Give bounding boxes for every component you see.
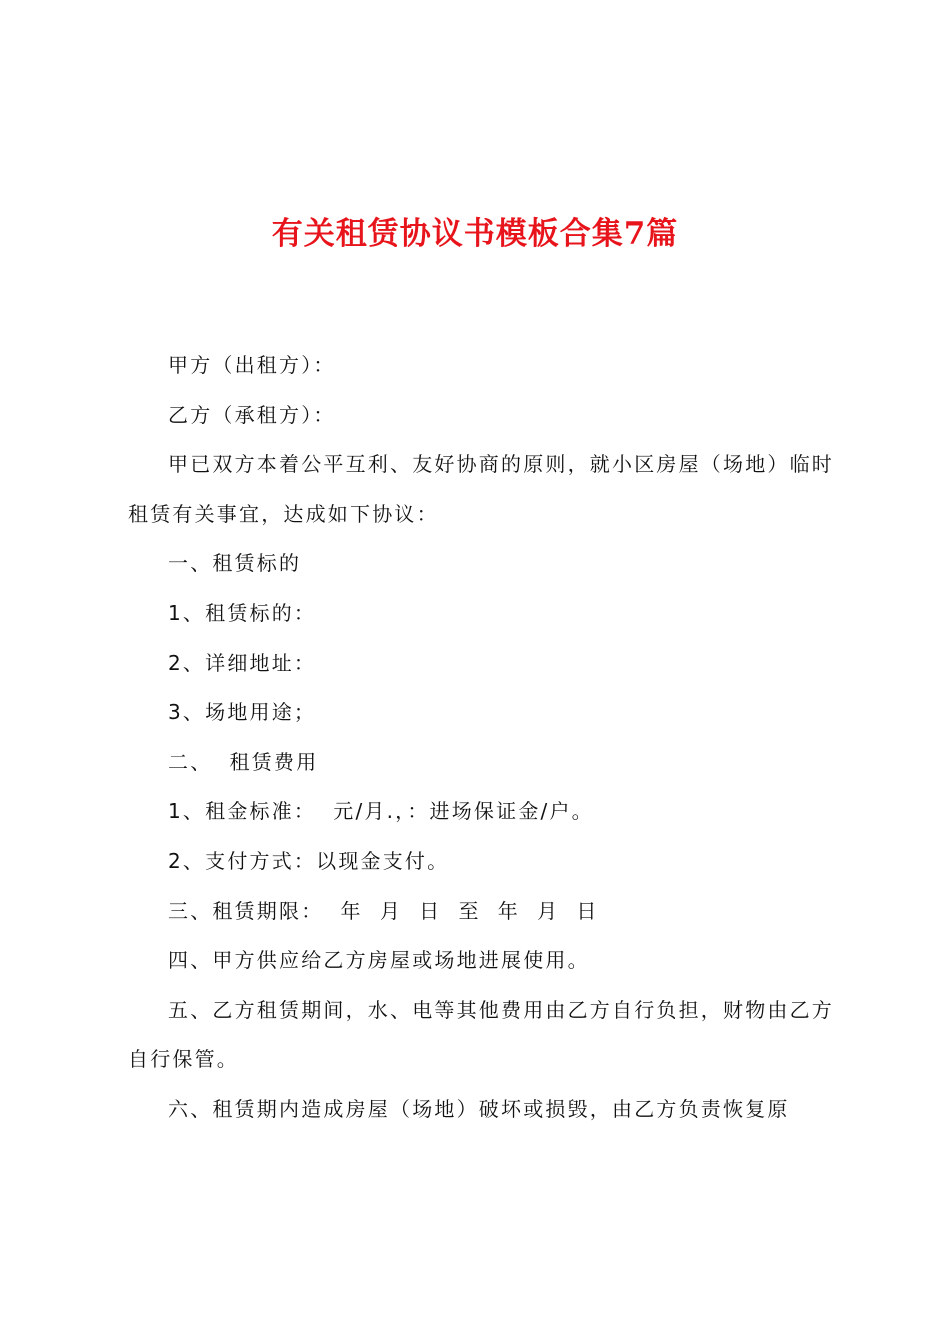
document-body <box>128 341 834 1135</box>
heading-section-2: 二、 租赁费用 <box>168 749 319 774</box>
paragraph-item-1-1: 1、租赁标的： <box>168 600 317 625</box>
paragraph-item-1-2: 2、详细地址： <box>168 650 317 675</box>
paragraph-party-b: 乙方（承租方）： <box>168 402 336 427</box>
paragraph-preamble: 甲已双方本着公平互利、友好协商的原则，就小区房屋（场地）临时租赁有关事宜，达成如下协议： <box>128 452 834 526</box>
paragraph-section-3: 三、租赁期限： 年 月 日 至 年 月 日 <box>168 898 599 923</box>
paragraph-party-a: 甲方（出租方）： <box>168 353 336 377</box>
document-title: 有关租赁协议书模板合集7篇 <box>271 216 679 252</box>
paragraph-item-2-1: 1、租金标准： 元/月.，：进场保证金/户。 <box>168 799 594 824</box>
heading-section-1: 一、租赁标的 <box>168 551 302 576</box>
paragraph-section-4: 四、甲方供应给乙方房屋或场地进展使用。 <box>168 948 590 973</box>
paragraph-section-6: 六、租赁期内造成房屋（场地）破坏或损毁，由乙方负责恢复原 <box>168 1096 790 1121</box>
paragraph-item-2-2: 2、支付方式：以现金支付。 <box>168 848 450 873</box>
paragraph-section-5: 五、乙方租赁期间，水、电等其他费用由乙方自行负担，财物由乙方自行保管。 <box>128 997 834 1072</box>
paragraph-item-1-3: 3、场地用途； <box>168 700 317 725</box>
